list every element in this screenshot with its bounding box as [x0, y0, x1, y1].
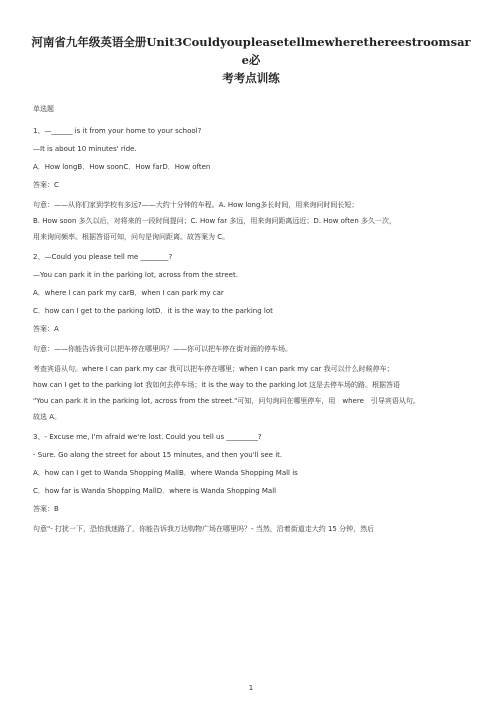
- q2-analysis-2: 考查宾语从句。where I can park my car 我可以把车停在哪里；when I can park my car 我可以什么时候停车；: [33, 365, 394, 373]
- q2-analysis-5: 故选 A。: [33, 413, 62, 421]
- q2-options-1: A．where I can park my carB．when I can park my car: [33, 289, 224, 297]
- q3-options-2: C．how far is Wanda Shopping MallD．where is Wanda Shopping Mall: [33, 487, 277, 495]
- q1-options: A．How longB．How soonC．How farD．How often: [33, 163, 211, 171]
- q3-reply: - Sure. Go along the street for about 15 minutes, and then you'll see it.: [33, 451, 283, 459]
- q2-analysis-4: "You can park it in the parking lot, across from the street."可知，问句询问在哪里停车，用 where 引导宾语从句。: [33, 397, 420, 405]
- q2-stem: 2、—Could you please tell me ________?: [33, 253, 173, 261]
- q3-stem: 3、- Excuse me, I'm afraid we're lost. Could you tell us _________?: [33, 433, 262, 441]
- document-body: [33, 103, 473, 535]
- section-heading: 单选题: [33, 105, 54, 113]
- q1-reply: —It is about 10 minutes' ride.: [33, 145, 137, 153]
- q3-analysis-1: 句意"- 打扰一下，恐怕我迷路了，你能告诉我万达购物广场在哪里吗？- 当然，沿着街道走大约 15 分钟，然后: [33, 525, 375, 533]
- q2-reply: —You can park it in the parking lot, across from the street.: [33, 271, 238, 279]
- title-line-1: 河南省九年级英语全册Unit3Couldyoupleasetellmewherethereestroomsare必: [31, 35, 471, 67]
- q1-analysis-2: B. How soon 多久以后，对将来的一段时间提问；C. How far 多远，用来询问距离远近；D. How often 多久一次，: [33, 217, 396, 225]
- q2-analysis-1: 句意：——你能告诉我可以把车停在哪里吗？——你可以把车停在街对面的停车场。: [33, 345, 292, 353]
- q1-answer: 答案：C: [33, 181, 59, 189]
- q2-analysis-3: how can I get to the parking lot 我如何去停车场；it is the way to the parking lot 这是去停车场的路。根据答语: [33, 381, 401, 389]
- q2-options-2: C．how can I get to the parking lotD．it is the way to the parking lot: [33, 307, 273, 315]
- q2-answer: 答案：A: [33, 325, 59, 333]
- q3-answer: 答案：B: [33, 505, 59, 513]
- q1-analysis-1: 句意：——从你们家到学校有多远?——大约十分钟的车程。A. How long多长时间，用来询问时间长短；: [33, 201, 359, 209]
- q1-stem: 1、—______ is it from your home to your school?: [33, 127, 202, 135]
- q1-analysis-3: 用来询问频率。根据答语可知，问句是询问距离。故答案为 C。: [33, 233, 230, 241]
- page-number: 1: [248, 684, 254, 692]
- q3-options-1: A．how can I get to Wanda Shopping MallB．where Wanda Shopping Mall is: [33, 469, 298, 477]
- title-line-2: 考考点训练: [222, 71, 280, 85]
- document-title: [30, 33, 472, 87]
